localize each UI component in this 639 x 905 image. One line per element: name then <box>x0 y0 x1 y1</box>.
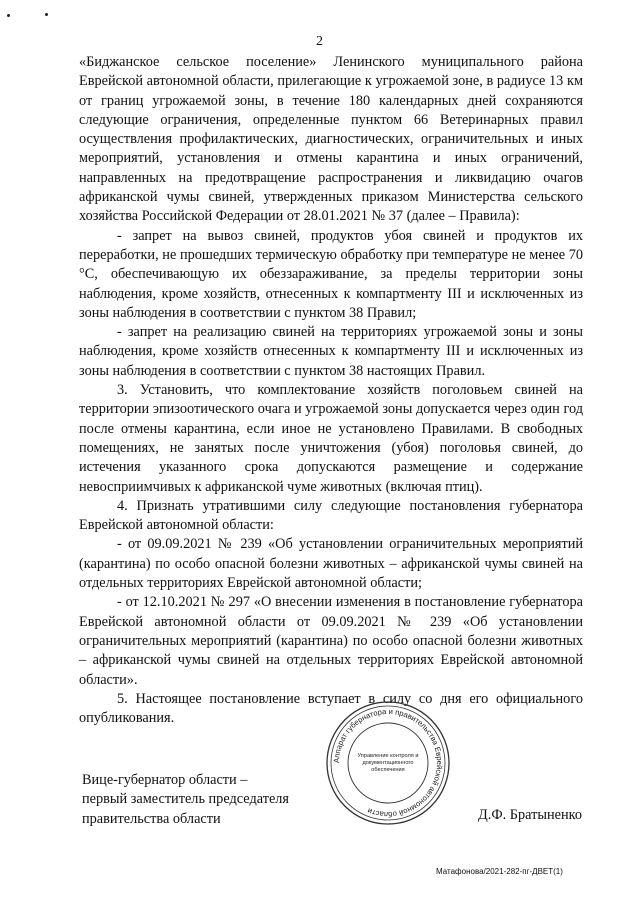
stamp-center-line-2: документационного <box>362 760 414 766</box>
paragraph-item-4: 4. Признать утратившими силу следующие постановления губернатора Еврейской автономной области: <box>79 497 583 534</box>
stamp-center-line-1: Управление контроля и <box>357 753 419 759</box>
official-stamp <box>325 700 451 826</box>
page-number: 2 <box>316 34 323 49</box>
signatory-position <box>82 771 322 829</box>
scan-speck <box>7 14 10 17</box>
paragraph-export-ban: - запрет на вывоз свиней, продуктов убоя свиней и продуктов их переработки, не прошедших термическую обработку при температуре не менее 70 °С, обеспечивающую их обеззараживание, за пределы территории зоны наблюдения, кроме хозяйств, отнесенных к компартменту III и исключенных из зоны наблюдения в соответствии с пунктом 38 Правил; <box>79 227 583 321</box>
stamp-ring-text: Аппарат губернатора и правительства Еврейской автономной области <box>331 706 445 820</box>
paragraph-item-5: 5. Настоящее постановление вступает в силу со дня его официального опубликования. <box>79 690 583 727</box>
document-body <box>79 53 583 728</box>
signatory-position-line: правительства области <box>82 810 221 827</box>
signatory-name: Д.Ф. Братыненко <box>478 807 582 823</box>
signatory-position-line: Вице-губернатор области – <box>82 772 248 788</box>
stamp-center-line-3: обеспечения <box>371 767 405 773</box>
signatory-position-line: первый заместитель председателя <box>82 791 289 808</box>
document-reference-code: Матафонова/2021-282-пг-ДВЕТ(1) <box>436 867 563 876</box>
paragraph-item-3: 3. Установить, что комплектование хозяйств поголовьем свиней на территории эпизоотического очага и угрожаемой зоны допускается через один год после отмены карантина, если иное не установлено Правилами. В свободных помещениях, не занятых после уничтожения (убоя) поголовья свиней, до истечения указанного срока допускаются размещение и содержание невосприимчивых к африканской чуме животных (включая птиц). <box>79 382 583 495</box>
paragraph-sale-ban: - запрет на реализацию свиней на территориях угрожаемой зоны и зоны наблюдения, кроме хозяйств отнесенных к компартменту III и исключенных из зоны наблюдения в соответствии с пунктом 38 настоящих Правил. <box>79 324 583 379</box>
scan-speck <box>45 13 48 16</box>
paragraph-decree-297: - от 12.10.2021 № 297 «О внесении изменения в постановление губернатора Еврейской автономной области от 09.09.2021 № 239 «Об установлении ограничительных мероприятий (карантина) по особо опасной болезни животных – африканской чумы свиней на отдельных территориях Еврейской автономной области». <box>79 594 583 688</box>
paragraph-decree-239: - от 09.09.2021 № 239 «Об установлении ограничительных мероприятий (карантина) по особо опасной болезни животных – африканской чумы свиней на отдельных территориях Еврейской автономной области; <box>79 536 583 592</box>
paragraph-intro-continuation: «Биджанское сельское поселение» Ленинского муниципального района Еврейской автономной области, прилегающие к угрожаемой зоне, в радиусе 13 км от границ угрожаемой зоны, в течение 180 календарных дней сохраняются следующие ограничения, определенные пунктом 66 Ветеринарных правил осуществления профилактических, диагностических, ограничительных и иных мероприятий, установления и отмены карантина и иных ограничений, направленных на предотвращение распространения и ликвидацию очагов африканской чумы свиней, утвержденных приказом Министерства сельского хозяйства Российской Федерации от 28.01.2021 № 37 (далее – Правила): <box>79 54 583 225</box>
